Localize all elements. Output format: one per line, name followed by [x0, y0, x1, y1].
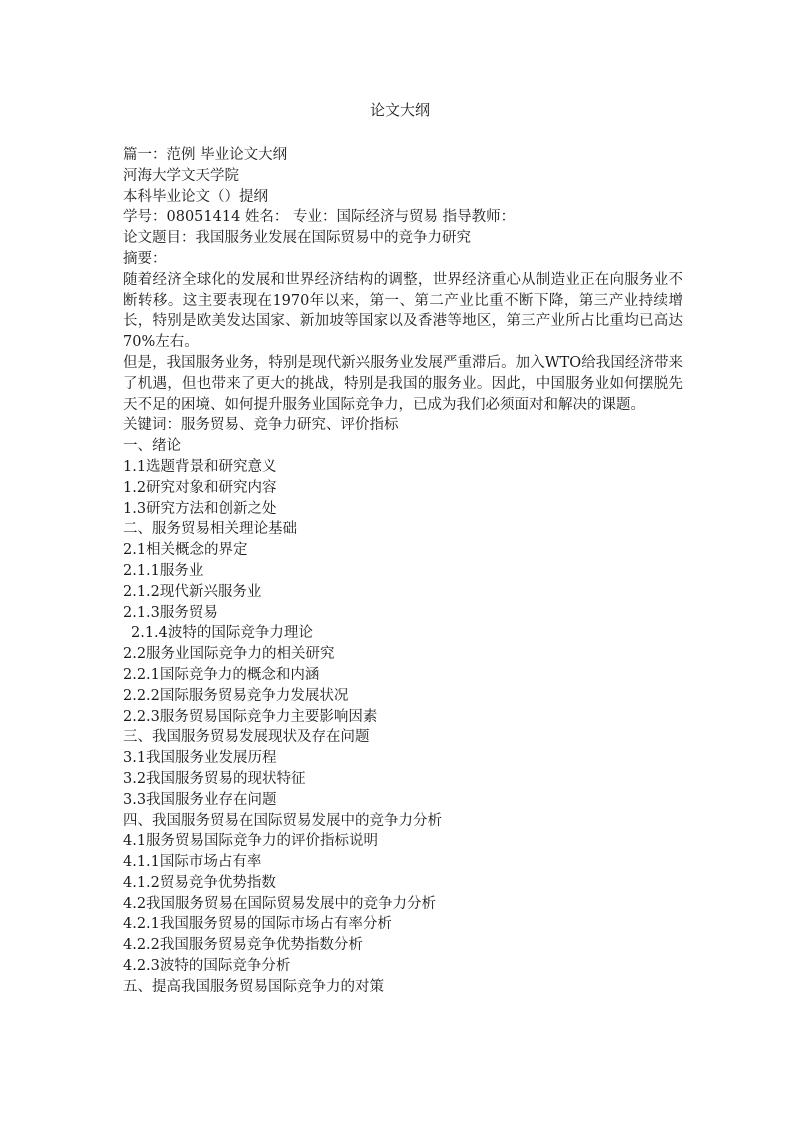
- outline-item: 二、服务贸易相关理论基础: [123, 521, 297, 538]
- abstract-paragraph: 但是，我国服务业务，特别是现代新兴服务业发展严重滞后。加入WTO给我国经济带来了机遇，但也带来了更大的挑战，特别是我国的服务业。因此，中国服务业如何摆脱先天不足的困境、如何提升服务业国际竞争力，已成为我们必须面对和解决的课题。: [123, 354, 683, 413]
- outline-item: 4.1.2贸易竞争优势指数: [123, 874, 276, 891]
- outline-item: 2.1.3服务贸易: [123, 604, 218, 621]
- outline-item: 2.2服务业国际竞争力的相关研究: [123, 646, 335, 663]
- student-info: 学号：08051414 姓名： 专业：国际经济与贸易 指导教师：: [123, 209, 516, 226]
- outline-item: 4.1服务贸易国际竞争力的评价指标说明: [123, 833, 379, 850]
- article-heading: 篇一：范例 毕业论文大纲: [123, 147, 288, 163]
- thesis-title: 论文题目：我国服务业发展在国际贸易中的竞争力研究: [123, 230, 471, 247]
- outline-heading: 本科毕业论文（）提纲: [123, 188, 268, 205]
- document-title: 论文大纲: [369, 101, 430, 119]
- outline-item: 4.2我国服务贸易在国际贸易发展中的竞争力分析: [123, 895, 437, 912]
- outline-item: 五、提高我国服务贸易国际竞争力的对策: [123, 978, 384, 995]
- outline-item: 4.2.3波特的国际竞争分析: [123, 958, 291, 975]
- abstract-paragraph: 随着经济全球化的发展和世界经济结构的调整，世界经济重心从制造业正在向服务业不断转移。这主要表现在1970年以来，第一、第二产业比重不断下降，第三产业持续增长，特别是欧美发达国家、新加坡等国家以及香港等地区，第三产业所占比重均已高达70%左右。: [123, 271, 683, 351]
- outline-item: 2.1相关概念的界定: [123, 542, 248, 559]
- outline-item: 2.2.1国际竞争力的概念和内涵: [123, 666, 320, 683]
- school-name: 河海大学文天学院: [123, 167, 239, 184]
- outline-item: 1.1选题背景和研究意义: [123, 458, 277, 475]
- outline-item: 三、我国服务贸易发展现状及存在问题: [123, 729, 370, 746]
- document-body: [123, 145, 683, 998]
- outline-item: 4.1.1国际市场占有率: [123, 854, 262, 871]
- outline-item: 四、我国服务贸易在国际贸易发展中的竞争力分析: [123, 812, 442, 829]
- outline-item: 一、绪论: [123, 438, 181, 455]
- outline-item: 2.1.4波特的国际竞争力理论: [131, 625, 313, 642]
- keywords: 关键词：服务贸易、竞争力研究、评价指标: [123, 417, 399, 434]
- outline-item: 2.1.1服务业: [123, 562, 204, 579]
- outline-item: 2.2.2国际服务贸易竞争力发展状况: [123, 687, 349, 704]
- abstract-label: 摘要：: [123, 250, 167, 267]
- outline-item: 3.1我国服务业发展历程: [123, 750, 277, 767]
- outline-item: 4.2.1我国服务贸易的国际市场占有率分析: [123, 916, 392, 933]
- outline-item: 2.2.3服务贸易国际竞争力主要影响因素: [123, 708, 378, 725]
- outline-item: 1.3研究方法和创新之处: [123, 500, 277, 517]
- outline-item: 3.2我国服务贸易的现状特征: [123, 770, 306, 787]
- outline-item: 3.3我国服务业存在问题: [123, 791, 277, 808]
- outline-item: 2.1.2现代新兴服务业: [123, 583, 262, 600]
- outline-item: 1.2研究对象和研究内容: [123, 479, 277, 496]
- outline-item: 4.2.2我国服务贸易竞争优势指数分析: [123, 937, 363, 954]
